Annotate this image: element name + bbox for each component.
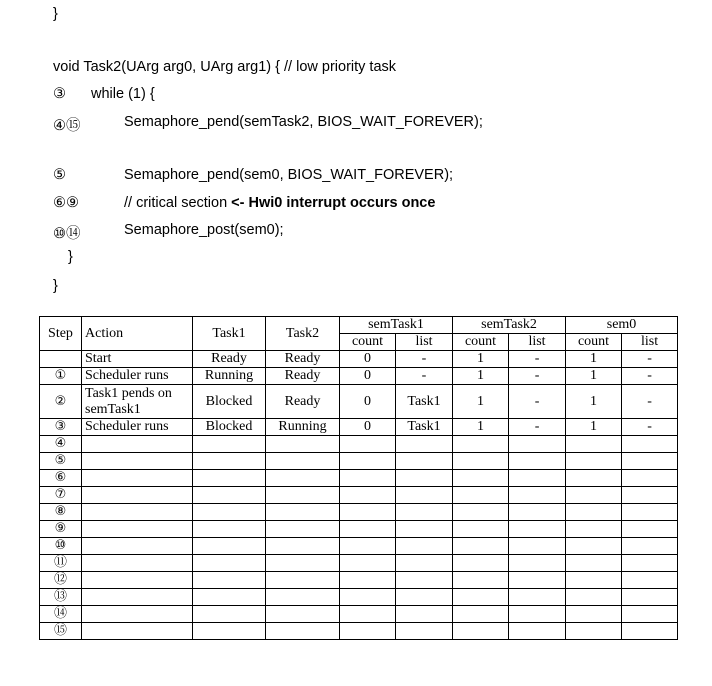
table-row <box>40 419 678 436</box>
cell-semtask1-count <box>340 623 396 640</box>
cell-action: Task1 pends on semTask1 <box>82 385 193 419</box>
cell-action <box>82 623 193 640</box>
cell-semtask1-count <box>340 589 396 606</box>
cell-action: Scheduler runs <box>82 368 193 385</box>
cell-action: Scheduler runs <box>82 419 193 436</box>
step-marker-4-15: ④⑮ <box>53 118 81 134</box>
header-task1: Task1 <box>193 317 266 351</box>
cell-semtask1-list: - <box>396 368 453 385</box>
cell-semtask2-list <box>509 606 566 623</box>
cell-semtask1-list <box>396 555 453 572</box>
cell-semtask2-list <box>509 572 566 589</box>
cell-semtask2-count <box>453 521 509 538</box>
cell-task1: Blocked <box>193 419 266 436</box>
cell-sem0-count: 1 <box>566 385 622 419</box>
cell-task2 <box>266 521 340 538</box>
table-row <box>40 555 678 572</box>
cell-step: ⑭ <box>40 606 82 623</box>
cell-sem0-count <box>566 470 622 487</box>
cell-semtask1-count <box>340 504 396 521</box>
cell-semtask2-count: 1 <box>453 351 509 368</box>
cell-sem0-count <box>566 606 622 623</box>
cell-action <box>82 538 193 555</box>
cell-step: ⑩ <box>40 538 82 555</box>
cell-semtask1-list <box>396 470 453 487</box>
cell-sem0-list <box>622 538 678 555</box>
step-marker-3: ③ <box>53 86 66 102</box>
cell-action <box>82 589 193 606</box>
cell-semtask1-count <box>340 453 396 470</box>
header-semtask1: semTask1 <box>340 317 453 334</box>
cell-semtask2-count: 1 <box>453 419 509 436</box>
cell-semtask1-count <box>340 538 396 555</box>
cell-sem0-list <box>622 572 678 589</box>
cell-semtask2-count <box>453 589 509 606</box>
cell-task1 <box>193 538 266 555</box>
cell-semtask2-list: - <box>509 368 566 385</box>
cell-semtask2-list <box>509 470 566 487</box>
cell-sem0-list: - <box>622 385 678 419</box>
cell-semtask2-list <box>509 453 566 470</box>
header-sem0-count: count <box>566 334 622 351</box>
step-marker-5: ⑤ <box>53 167 66 183</box>
cell-sem0-list <box>622 555 678 572</box>
cell-semtask1-list <box>396 453 453 470</box>
cell-task2 <box>266 470 340 487</box>
cell-semtask1-count <box>340 487 396 504</box>
cell-task1 <box>193 572 266 589</box>
cell-sem0-list <box>622 521 678 538</box>
cell-semtask2-count <box>453 470 509 487</box>
cell-task1 <box>193 453 266 470</box>
cell-semtask2-count <box>453 572 509 589</box>
cell-sem0-list: - <box>622 368 678 385</box>
cell-action <box>82 555 193 572</box>
cell-semtask1-count <box>340 521 396 538</box>
cell-step: ⑦ <box>40 487 82 504</box>
cell-semtask1-list <box>396 572 453 589</box>
cell-semtask1-list: Task1 <box>396 385 453 419</box>
cell-task1 <box>193 555 266 572</box>
header-semtask2-count: count <box>453 334 509 351</box>
header-semtask1-list: list <box>396 334 453 351</box>
cell-semtask1-count: 0 <box>340 368 396 385</box>
cell-semtask2-list: - <box>509 419 566 436</box>
header-task2: Task2 <box>266 317 340 351</box>
cell-task1 <box>193 504 266 521</box>
cell-task1 <box>193 589 266 606</box>
cell-task1: Blocked <box>193 385 266 419</box>
while-loop-line: while (1) { <box>91 86 155 102</box>
cell-sem0-list <box>622 453 678 470</box>
cell-semtask1-count: 0 <box>340 419 396 436</box>
cell-task2 <box>266 572 340 589</box>
cell-semtask1-count <box>340 606 396 623</box>
cell-task2 <box>266 504 340 521</box>
cell-sem0-count <box>566 436 622 453</box>
cell-semtask1-list <box>396 589 453 606</box>
cell-task2 <box>266 436 340 453</box>
table-row <box>40 368 678 385</box>
cell-semtask2-list: - <box>509 351 566 368</box>
cell-semtask2-list <box>509 504 566 521</box>
cell-task2 <box>266 555 340 572</box>
cell-sem0-list: - <box>622 351 678 368</box>
cell-task2: Running <box>266 419 340 436</box>
cell-semtask1-list <box>396 436 453 453</box>
post-sem0-line: Semaphore_post(sem0); <box>124 222 284 238</box>
header-semtask2: semTask2 <box>453 317 566 334</box>
cell-step: ⑫ <box>40 572 82 589</box>
cell-semtask1-count <box>340 470 396 487</box>
inner-close-brace: } <box>68 249 73 265</box>
header-semtask2-list: list <box>509 334 566 351</box>
cell-sem0-count: 1 <box>566 419 622 436</box>
cell-step: ⑥ <box>40 470 82 487</box>
cell-semtask1-list <box>396 487 453 504</box>
cell-task1: Ready <box>193 351 266 368</box>
cell-semtask2-list <box>509 436 566 453</box>
critical-section-comment: // critical section <box>124 195 232 211</box>
cell-action <box>82 572 193 589</box>
pend-semtask2-line: Semaphore_pend(semTask2, BIOS_WAIT_FOREVER); <box>124 114 483 130</box>
step-marker-6-9: ⑥⑨ <box>53 195 79 211</box>
cell-task2 <box>266 538 340 555</box>
cell-action <box>82 487 193 504</box>
cell-semtask1-list: - <box>396 351 453 368</box>
cell-action <box>82 436 193 453</box>
cell-semtask1-count <box>340 572 396 589</box>
cell-semtask2-count <box>453 555 509 572</box>
cell-semtask1-list <box>396 623 453 640</box>
cell-semtask2-count: 1 <box>453 385 509 419</box>
cell-semtask1-list <box>396 538 453 555</box>
cell-semtask2-list <box>509 623 566 640</box>
cell-sem0-list <box>622 470 678 487</box>
semaphore-trace-table <box>39 316 678 640</box>
cell-step: ⑨ <box>40 521 82 538</box>
table-row <box>40 351 678 368</box>
cell-semtask1-count: 0 <box>340 385 396 419</box>
table-row <box>40 453 678 470</box>
cell-semtask2-list <box>509 487 566 504</box>
pend-sem0-line: Semaphore_pend(sem0, BIOS_WAIT_FOREVER); <box>124 167 454 183</box>
cell-task2 <box>266 589 340 606</box>
table-header-row-1 <box>40 317 678 334</box>
table-row <box>40 470 678 487</box>
cell-sem0-count <box>566 521 622 538</box>
table-row <box>40 623 678 640</box>
critical-section-line <box>124 195 435 211</box>
cell-sem0-list <box>622 623 678 640</box>
close-brace-top: } <box>53 6 58 22</box>
table-row <box>40 589 678 606</box>
cell-task1 <box>193 487 266 504</box>
cell-step: ③ <box>40 419 82 436</box>
cell-sem0-list: - <box>622 419 678 436</box>
cell-sem0-count <box>566 555 622 572</box>
cell-semtask2-list <box>509 538 566 555</box>
cell-sem0-count <box>566 453 622 470</box>
header-step: Step <box>40 317 82 351</box>
cell-task1 <box>193 470 266 487</box>
table-row <box>40 385 678 419</box>
cell-semtask2-count <box>453 538 509 555</box>
cell-task2 <box>266 487 340 504</box>
cell-sem0-count <box>566 572 622 589</box>
header-semtask1-count: count <box>340 334 396 351</box>
cell-semtask1-count <box>340 436 396 453</box>
cell-task2: Ready <box>266 351 340 368</box>
cell-step: ① <box>40 368 82 385</box>
cell-step: ⑬ <box>40 589 82 606</box>
table-row <box>40 436 678 453</box>
cell-task1 <box>193 623 266 640</box>
cell-step: ⑮ <box>40 623 82 640</box>
cell-semtask1-list: Task1 <box>396 419 453 436</box>
cell-sem0-list <box>622 504 678 521</box>
cell-sem0-count <box>566 504 622 521</box>
cell-semtask2-count <box>453 623 509 640</box>
cell-step: ⑪ <box>40 555 82 572</box>
cell-semtask2-count: 1 <box>453 368 509 385</box>
cell-semtask2-count <box>453 487 509 504</box>
cell-sem0-list <box>622 436 678 453</box>
cell-semtask2-count <box>453 606 509 623</box>
cell-sem0-list <box>622 606 678 623</box>
step-marker-10-14: ⑩⑭ <box>53 226 81 242</box>
cell-sem0-count <box>566 623 622 640</box>
cell-sem0-list <box>622 487 678 504</box>
cell-step: ⑧ <box>40 504 82 521</box>
cell-task1 <box>193 606 266 623</box>
header-action: Action <box>82 317 193 351</box>
cell-task1 <box>193 521 266 538</box>
cell-sem0-list <box>622 589 678 606</box>
cell-semtask2-count <box>453 436 509 453</box>
cell-step: ② <box>40 385 82 419</box>
table-row <box>40 606 678 623</box>
outer-close-brace: } <box>53 278 58 294</box>
cell-task2 <box>266 623 340 640</box>
table-row <box>40 487 678 504</box>
cell-action <box>82 453 193 470</box>
cell-step: ④ <box>40 436 82 453</box>
hwi0-note: <- Hwi0 interrupt occurs once <box>231 195 436 211</box>
cell-semtask2-count <box>453 504 509 521</box>
cell-sem0-count <box>566 538 622 555</box>
cell-action: Start <box>82 351 193 368</box>
cell-semtask1-list <box>396 504 453 521</box>
function-signature: void Task2(UArg arg0, UArg arg1) { // low priority task <box>53 59 397 75</box>
cell-semtask1-count: 0 <box>340 351 396 368</box>
cell-action <box>82 504 193 521</box>
cell-step <box>40 351 82 368</box>
cell-semtask2-list <box>509 555 566 572</box>
cell-task2 <box>266 453 340 470</box>
cell-sem0-count: 1 <box>566 351 622 368</box>
cell-semtask2-list <box>509 521 566 538</box>
cell-task1 <box>193 436 266 453</box>
cell-semtask1-list <box>396 521 453 538</box>
cell-semtask1-count <box>340 555 396 572</box>
cell-action <box>82 521 193 538</box>
cell-task1: Running <box>193 368 266 385</box>
table-row <box>40 504 678 521</box>
cell-task2 <box>266 606 340 623</box>
cell-task2: Ready <box>266 368 340 385</box>
cell-action <box>82 470 193 487</box>
table-row <box>40 538 678 555</box>
cell-sem0-count <box>566 589 622 606</box>
cell-action <box>82 606 193 623</box>
header-sem0-list: list <box>622 334 678 351</box>
cell-semtask2-list: - <box>509 385 566 419</box>
table-row <box>40 521 678 538</box>
cell-step: ⑤ <box>40 453 82 470</box>
header-sem0: sem0 <box>566 317 678 334</box>
cell-semtask2-count <box>453 453 509 470</box>
cell-sem0-count <box>566 487 622 504</box>
cell-task2: Ready <box>266 385 340 419</box>
cell-semtask1-list <box>396 606 453 623</box>
table-row <box>40 572 678 589</box>
cell-semtask2-list <box>509 589 566 606</box>
cell-sem0-count: 1 <box>566 368 622 385</box>
